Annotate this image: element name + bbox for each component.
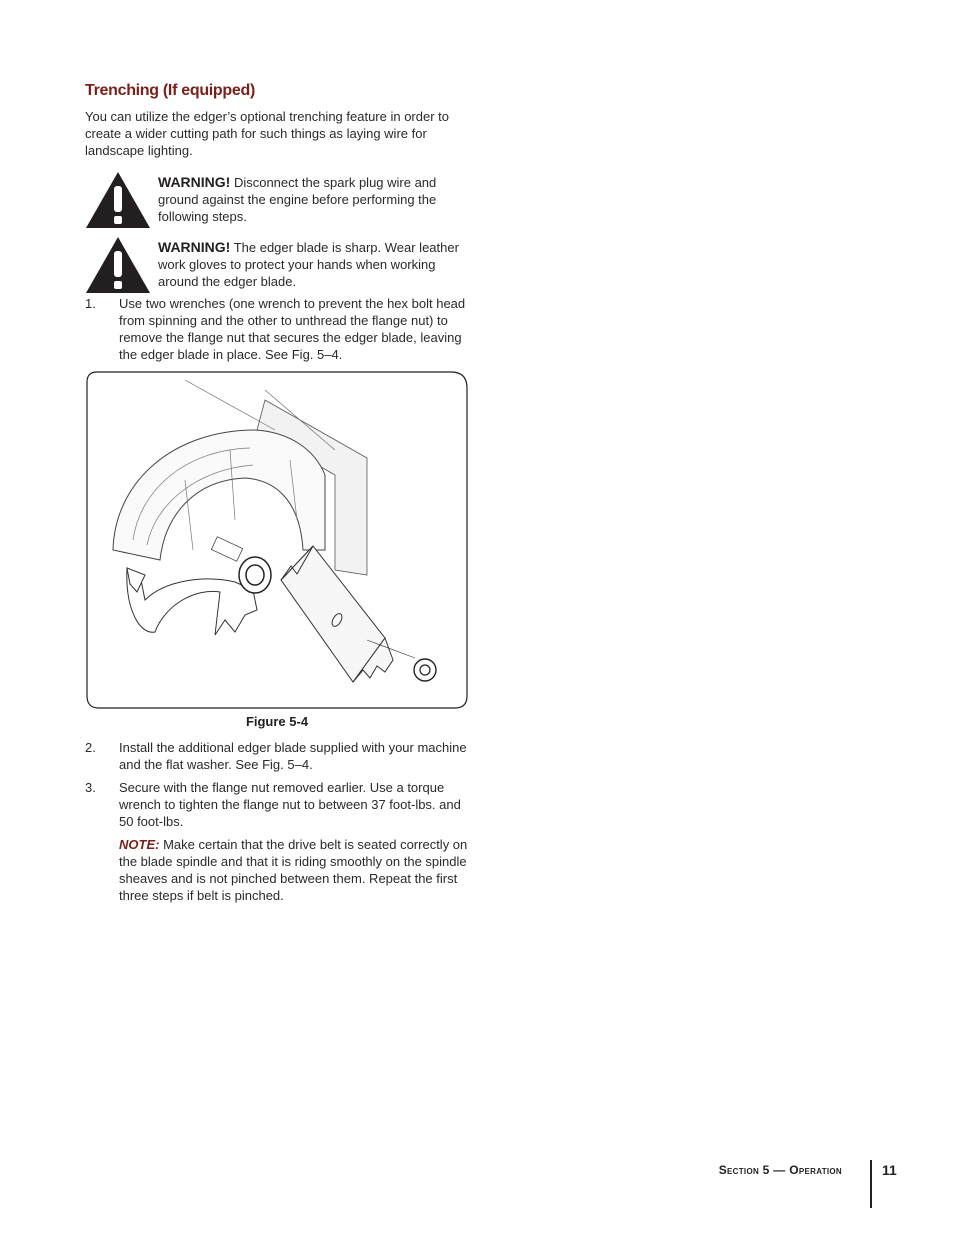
footer-section-label: Section 5 — Operation (718, 1163, 842, 1177)
warning-block-2 (85, 239, 470, 299)
warning-block-1 (85, 174, 470, 234)
step-1 (85, 295, 470, 365)
step-3 (85, 779, 470, 831)
footer-divider (870, 1160, 872, 1208)
step-number: 2. (85, 740, 96, 755)
warning-body: The edger blade is sharp. Wear leather work gloves to protect your hands when working around the edger blade. (158, 240, 459, 289)
step-text: Secure with the flange nut removed earlier. Use a torque wrench to tighten the flange nut to between 37 foot-lbs. and 50 foot-lbs. (119, 780, 461, 829)
note-body: Make certain that the drive belt is seated correctly on the blade spindle and that it is riding smoothly on the spindle sheaves and is not pinched between them. Repeat the first three steps if belt is pinched. (119, 837, 468, 903)
warning-triangle-icon (85, 170, 151, 230)
figure-caption: Figure 5-4 (245, 714, 309, 729)
note-paragraph (119, 836, 469, 904)
step-text: Use two wrenches (one wrench to prevent the hex bolt head from spinning and the other to unthread the flange nut) to remove the flange nut that secures the edger blade, leaving the edger blade in place. See Fig. 5–4. (119, 296, 466, 362)
figure-5-4-illustration (85, 370, 469, 710)
section-heading: Trenching (If equipped) (85, 82, 255, 99)
warning-body: Disconnect the spark plug wire and ground against the engine before performing the following steps. (158, 175, 437, 224)
step-text: Install the additional edger blade supplied with your machine and the flat washer. See Fig. 5–4. (119, 740, 467, 772)
warning-triangle-icon (85, 235, 151, 295)
warning-text-2 (158, 239, 470, 290)
note-label: NOTE: (119, 837, 160, 852)
warning-label: WARNING! (158, 239, 231, 255)
warning-text-1 (158, 174, 470, 225)
page-number: 11 (882, 1162, 897, 1178)
intro-paragraph: You can utilize the edger’s optional trenching feature in order to create a wider cutting path for such things as laying wire for landscape lighting. (85, 109, 450, 158)
step-number: 3. (85, 780, 96, 795)
warning-label: WARNING! (158, 174, 231, 190)
step-number: 1. (85, 296, 96, 311)
step-2 (85, 739, 470, 773)
